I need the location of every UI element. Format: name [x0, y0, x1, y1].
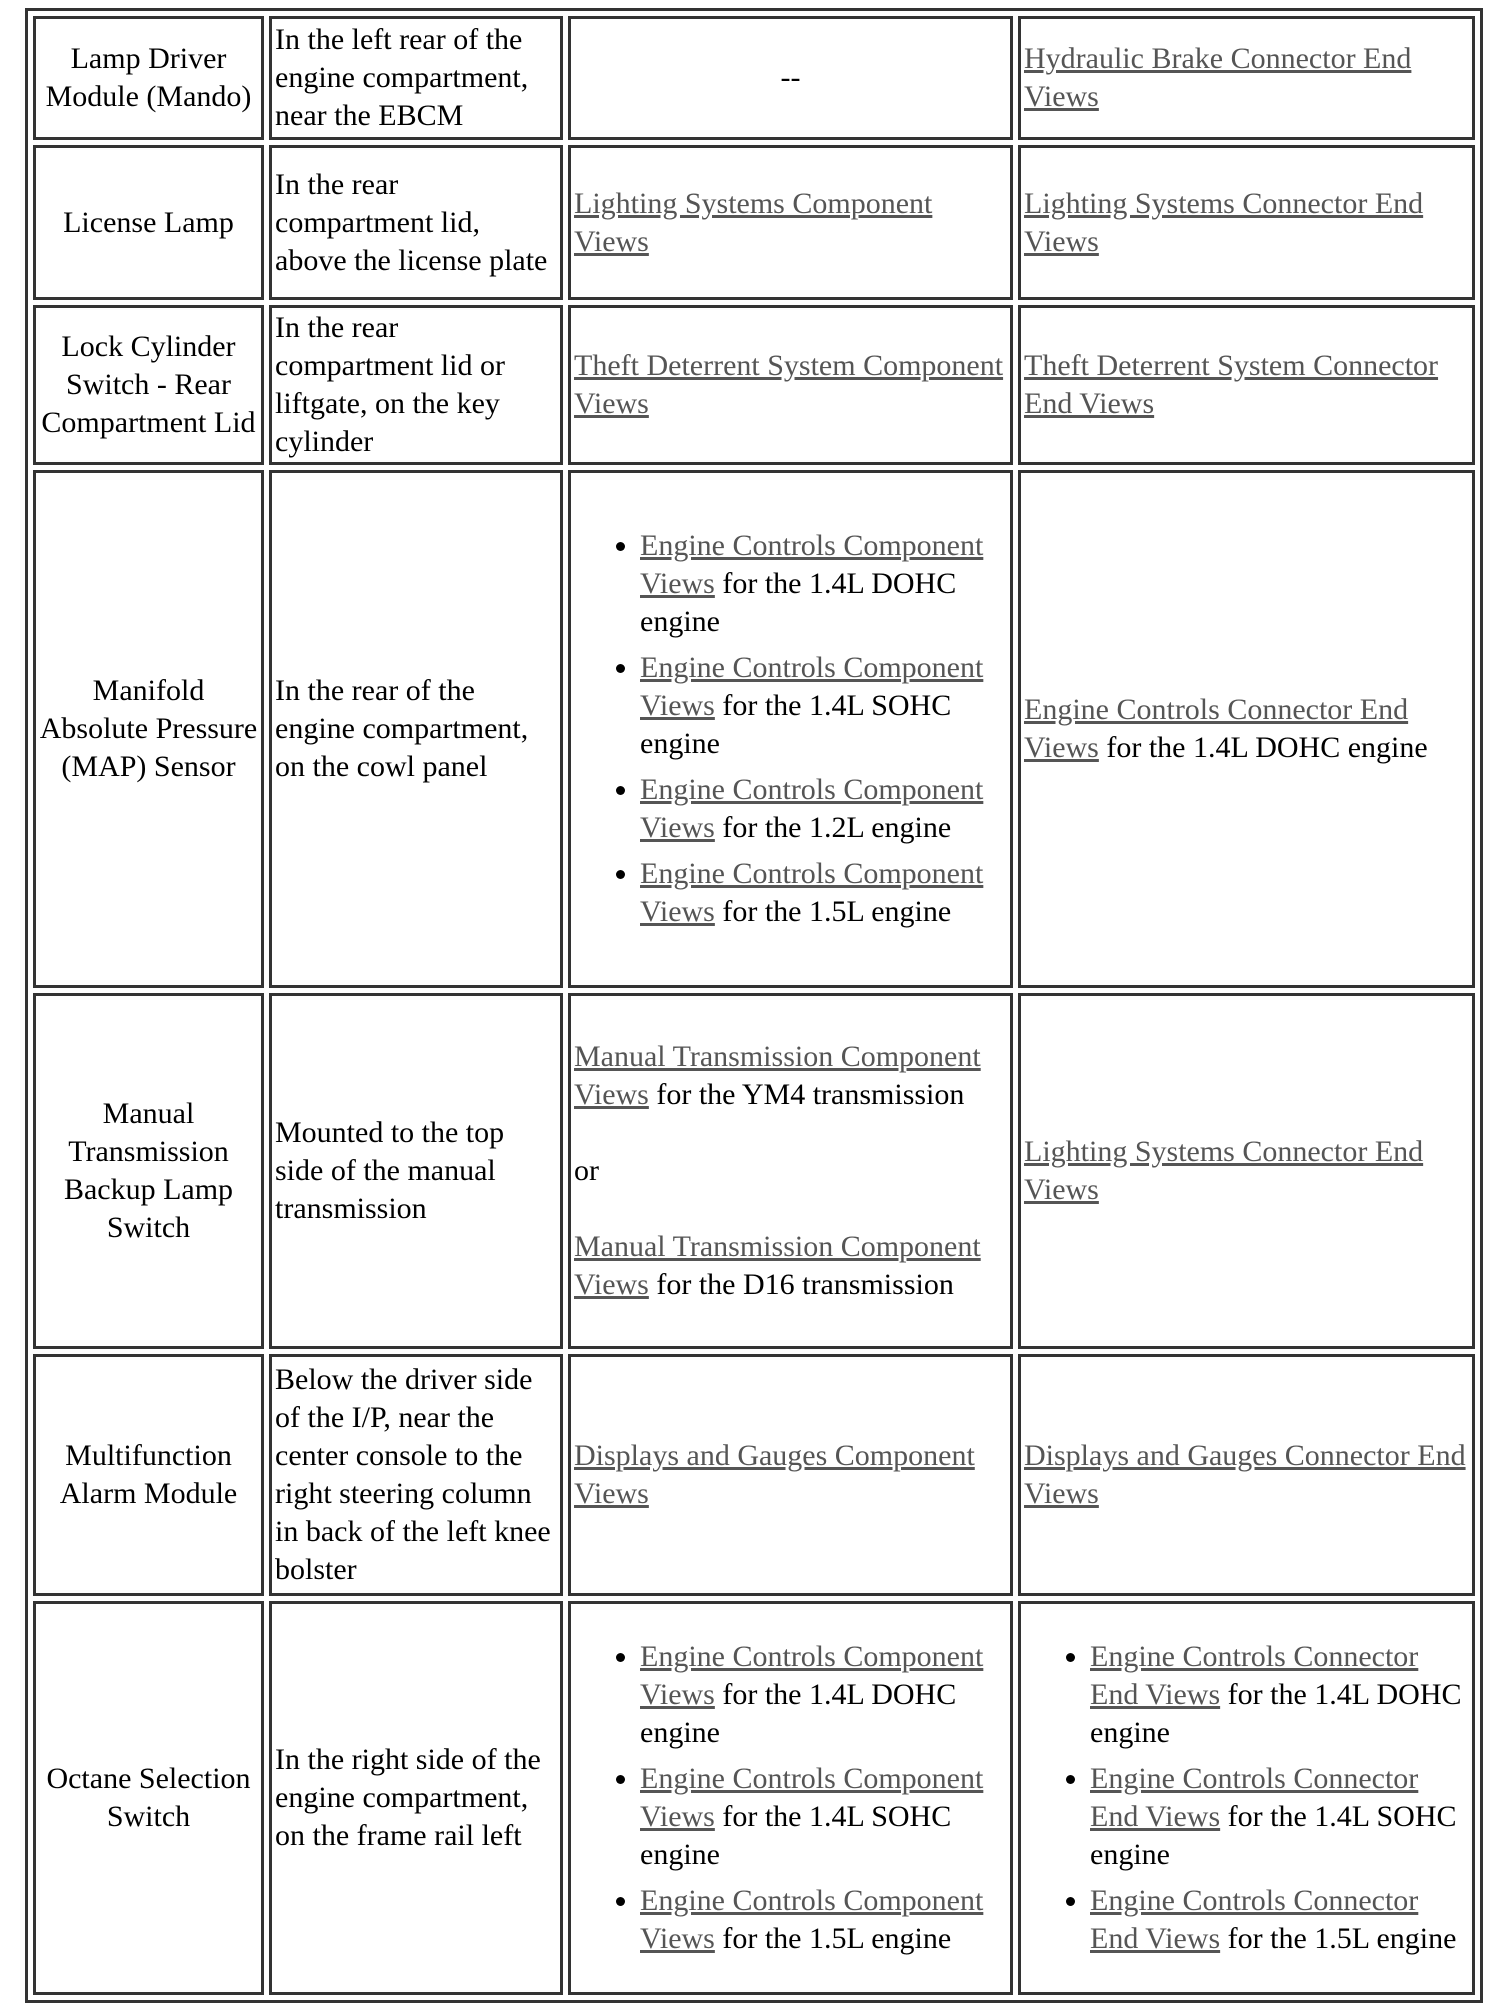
link-suffix: for the 1.4L DOHC engine	[1090, 1678, 1462, 1749]
table-row	[33, 1354, 1475, 1596]
component-name-cell	[33, 470, 264, 988]
component-name-cell	[33, 1601, 264, 1995]
link-suffix: for the 1.4L DOHC engine	[640, 1678, 957, 1749]
link-suffix: for the 1.4L SOHC engine	[640, 689, 952, 760]
location-text: Below the driver side of the I/P, near the center console to the right steering column in back of the left knee bolster	[275, 1363, 551, 1586]
component-locator-table	[25, 8, 1483, 2003]
location-text: In the rear compartment lid or liftgate, on the key cylinder	[275, 311, 505, 458]
component-name: Lamp Driver Module (Mando)	[45, 42, 252, 113]
link-suffix: for the 1.5L engine	[1220, 1922, 1457, 1955]
list-item	[640, 1760, 1007, 1874]
table-row	[33, 305, 1475, 465]
location-cell	[269, 16, 563, 140]
lighting-systems-connector-link[interactable]: Lighting Systems Connector End Views	[1024, 1135, 1424, 1206]
table-row	[33, 16, 1475, 140]
list-item	[640, 527, 1007, 641]
engine-controls-component-link[interactable]: Engine Controls Component Views	[640, 651, 984, 722]
component-name: Octane Selection Switch	[46, 1762, 251, 1833]
link-suffix: for the 1.2L engine	[714, 811, 952, 844]
theft-deterrent-component-link[interactable]: Theft Deterrent System Component Views	[574, 349, 1004, 420]
list-item	[1090, 1638, 1469, 1752]
component-name: Lock Cylinder Switch - Rear Compartment Lid	[41, 330, 256, 439]
empty-dash: --	[780, 61, 801, 94]
component-views-list	[574, 527, 1007, 931]
connector-views-cell	[1018, 993, 1475, 1349]
displays-gauges-component-link[interactable]: Displays and Gauges Component Views	[574, 1439, 975, 1510]
link-suffix: for the YM4 transmission	[648, 1078, 965, 1111]
list-item	[640, 1638, 1007, 1752]
component-views-cell	[568, 145, 1013, 300]
table-row	[33, 145, 1475, 300]
engine-controls-component-link[interactable]: Engine Controls Component Views	[640, 529, 984, 600]
engine-controls-component-link[interactable]: Engine Controls Component Views	[640, 857, 984, 928]
component-name: License Lamp	[63, 205, 234, 239]
views-paragraph	[574, 1228, 1007, 1304]
link-suffix: for the 1.4L SOHC engine	[640, 1800, 952, 1871]
engine-controls-connector-link[interactable]: Engine Controls Connector End Views	[1090, 1640, 1419, 1711]
engine-controls-component-link[interactable]: Engine Controls Component Views	[640, 773, 984, 844]
component-views-cell	[568, 1354, 1013, 1596]
list-item	[1090, 1760, 1469, 1874]
component-views-cell	[568, 16, 1013, 140]
component-views-cell	[568, 305, 1013, 465]
component-name-cell	[33, 993, 264, 1349]
table-row	[33, 993, 1475, 1349]
location-cell	[269, 1601, 563, 1995]
hydraulic-brake-connector-link[interactable]: Hydraulic Brake Connector End Views	[1024, 42, 1412, 113]
list-item	[640, 771, 1007, 847]
location-text: Mounted to the top side of the manual transmission	[275, 1116, 505, 1225]
engine-controls-component-link[interactable]: Engine Controls Component Views	[640, 1640, 984, 1711]
table-row	[33, 1601, 1475, 1995]
connector-views-cell	[1018, 145, 1475, 300]
connector-views-cell	[1018, 470, 1475, 988]
engine-controls-connector-link[interactable]: Engine Controls Connector End Views	[1090, 1884, 1419, 1955]
component-views-cell	[568, 993, 1013, 1349]
link-suffix: for the 1.4L DOHC engine	[640, 567, 957, 638]
engine-controls-connector-link[interactable]: Engine Controls Connector End Views	[1024, 693, 1409, 764]
link-suffix: for the 1.4L SOHC engine	[1090, 1800, 1457, 1871]
link-suffix: for the 1.5L engine	[714, 895, 952, 928]
link-suffix: for the 1.4L DOHC engine	[1098, 731, 1428, 764]
list-item	[640, 1882, 1007, 1958]
list-item	[640, 649, 1007, 763]
component-name-cell	[33, 145, 264, 300]
location-text: In the right side of the engine compartment, on the frame rail left	[275, 1743, 541, 1852]
lighting-systems-connector-link[interactable]: Lighting Systems Connector End Views	[1024, 186, 1424, 258]
views-paragraph	[574, 1038, 1007, 1114]
location-cell	[269, 145, 563, 300]
displays-gauges-connector-link[interactable]: Displays and Gauges Connector End Views	[1024, 1439, 1466, 1510]
link-suffix: for the 1.5L engine	[714, 1922, 952, 1955]
component-views-cell	[568, 470, 1013, 988]
location-text: In the left rear of the engine compartment, near the EBCM	[275, 23, 529, 132]
engine-controls-connector-link[interactable]: Engine Controls Connector End Views	[1090, 1762, 1419, 1833]
component-name: Multifunction Alarm Module	[59, 1439, 238, 1510]
component-views-cell	[568, 1601, 1013, 1995]
component-name-cell	[33, 1354, 264, 1596]
list-item	[640, 855, 1007, 931]
link-suffix: for the D16 transmission	[648, 1268, 954, 1301]
or-separator: or	[574, 1154, 599, 1187]
location-cell	[269, 305, 563, 465]
connector-views-cell	[1018, 16, 1475, 140]
component-name: Manual Transmission Backup Lamp Switch	[63, 1097, 234, 1244]
engine-controls-component-link[interactable]: Engine Controls Component Views	[640, 1762, 984, 1833]
manual-transmission-component-link[interactable]: Manual Transmission Component Views	[574, 1040, 981, 1111]
location-cell	[269, 1354, 563, 1596]
connector-views-cell	[1018, 305, 1475, 465]
connector-views-cell	[1018, 1354, 1475, 1596]
component-views-list	[574, 1638, 1007, 1958]
component-name-cell	[33, 305, 264, 465]
theft-deterrent-connector-link[interactable]: Theft Deterrent System Connector End Views	[1024, 349, 1439, 420]
component-name-cell	[33, 16, 264, 140]
connector-views-list	[1024, 1638, 1469, 1958]
engine-controls-component-link[interactable]: Engine Controls Component Views	[640, 1884, 984, 1955]
location-cell	[269, 470, 563, 988]
location-text: In the rear of the engine compartment, on the cowl panel	[275, 674, 529, 783]
lighting-systems-component-link[interactable]: Lighting Systems Component Views	[574, 186, 933, 258]
connector-views-cell	[1018, 1601, 1475, 1995]
location-cell	[269, 993, 563, 1349]
table-row	[33, 470, 1475, 988]
list-item	[1090, 1882, 1469, 1958]
component-name: Manifold Absolute Pressure (MAP) Sensor	[39, 674, 258, 783]
manual-transmission-component-link[interactable]: Manual Transmission Component Views	[574, 1230, 981, 1301]
location-text: In the rear compartment lid, above the license plate	[275, 167, 548, 277]
